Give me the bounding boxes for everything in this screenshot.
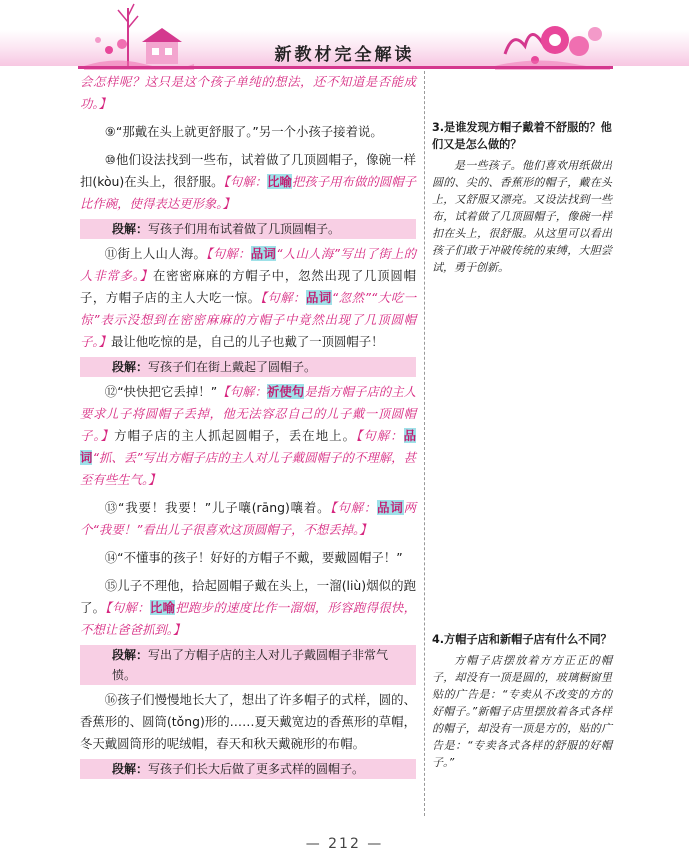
paragraph-10 <box>80 149 416 215</box>
header-rule <box>78 66 613 69</box>
summary-text: 写孩子们长大后做了更多式样的圆帽子。 <box>148 762 365 776</box>
paragraph-text: 方帽子店的主人抓起圆帽子，丢在地上。 <box>114 428 357 443</box>
annotation-text: 是指方帽子店的主人要求儿子将圆帽子丢掉，他无法容忍自己的儿子戴一顶圆帽子。】 <box>80 384 417 443</box>
summary-text: 写孩子们用布试着做了几顶圆帽子。 <box>148 222 341 236</box>
page-number: — 212 — <box>305 836 384 852</box>
annotation-text: 把跑步的速度比作一溜烟，形容跑得很快，不想让爸爸抓到。】 <box>80 600 417 637</box>
main-text-column <box>80 71 416 783</box>
summary-text: 写孩子们在街上戴起了圆帽子。 <box>148 360 317 374</box>
side-question-column <box>432 71 612 816</box>
annotation-keyword: 祈使句 <box>266 384 305 399</box>
column-divider <box>424 71 425 816</box>
annotation-keyword: 品词 <box>80 428 416 465</box>
annotation-text: 会怎样呢？这只是这个孩子单纯的想法，还不知道是否能成功。】 <box>80 74 416 111</box>
paragraph-13 <box>80 497 416 541</box>
question-4-block <box>432 631 612 771</box>
annotation-text: 两个“我要！”看出儿子很喜欢这顶圆帽子，不想丢掉。】 <box>80 500 416 537</box>
paragraph-text: 在密密麻麻的方帽子中，忽然出现了几顶圆帽子，方帽子店的主人大吃一惊。 <box>80 268 416 305</box>
annotation-text: “抓、丢”写出方帽子店的主人对儿子戴圆帽子的不理解，甚至有些生气。】 <box>80 450 417 487</box>
annotation-keyword: 品词 <box>250 246 277 261</box>
annotation-text: “人山人海”写出了街上的人非常多。】 <box>80 246 416 283</box>
paragraph-text: ⑫“快快把它丢掉！” <box>104 384 218 399</box>
paragraph-14: ⑭“不懂事的孩子！好好的方帽子不戴，要戴圆帽子！” <box>104 550 403 565</box>
paragraph-text: 最让他吃惊的是，自己的儿子也戴了一顶圆帽子！ <box>110 334 384 349</box>
paragraph-text: ⑩他们设法找到一些布，试着做了几顶圆帽子，像碗一样扣(kòu)在头上，很舒服。 <box>80 152 416 189</box>
summary-label: 段解： <box>112 648 149 662</box>
paragraph-summary-1 <box>80 219 416 239</box>
summary-label: 段解： <box>112 762 149 776</box>
annotation-tag: 【句解： <box>206 246 251 261</box>
annotation-tag: 【句解： <box>217 384 267 399</box>
answer-3: 是一些孩子。他们喜欢用纸做出圆的、尖的、香蕉形的帽子，戴在头上，又舒服又漂亮。又设法找到一些布，试着做了几顶圆帽子，像碗一样扣在头上，很舒服。从这里可以看出孩子们敢于冲破传统的束缚，大胆尝试，勇于创新。 <box>432 159 612 274</box>
summary-text: 写出了方帽子店的主人对儿子戴圆帽子非常气愤。 <box>112 648 389 682</box>
annotation-tag: 【句解： <box>356 428 404 443</box>
annotation-text: “忽然”“大吃一惊”表示没想到在密密麻麻的方帽子中竟然出现了几顶圆帽子。】 <box>80 290 416 349</box>
paragraph-text: ⑪街上人山人海。 <box>104 246 207 261</box>
paragraph-8-annotation-tail <box>80 71 416 115</box>
page-title: 新教材完全解读 <box>274 45 415 65</box>
paragraph-16: ⑯孩子们慢慢地长大了，想出了许多帽子的式样，圆的、香蕉形的、圆筒(tǒng)形的……夏天戴宽边的香蕉形的草帽，冬天戴圆筒形的呢绒帽，春天和秋天戴碗形的布帽。 <box>80 692 416 751</box>
annotation-keyword: 品词 <box>305 290 332 305</box>
question-3: 3.是谁发现方帽子戴着不舒服的？他们又是怎么做的？ <box>432 121 612 151</box>
paragraph-text: ⑮儿子不理他，拾起圆帽子戴在头上，一溜(liù)烟似的跑了。 <box>80 578 416 615</box>
question-3-block <box>432 119 612 276</box>
summary-label: 段解： <box>112 222 149 236</box>
annotation-tag: 【句解： <box>223 174 268 189</box>
paragraph-summary-2 <box>80 357 416 377</box>
annotation-keyword: 品词 <box>377 500 404 515</box>
annotation-tag: 【句解： <box>330 500 378 515</box>
annotation-text: 把孩子用布做的圆帽子比作碗，使得表达更形象。】 <box>80 174 417 211</box>
paragraph-12 <box>80 381 416 491</box>
annotation-tag: 【句解： <box>260 290 306 305</box>
annotation-tag: 【句解： <box>105 600 150 615</box>
paragraph-9: ⑨“那戴在头上就更舒服了。”另一个小孩子接着说。 <box>104 124 383 139</box>
question-4: 4.方帽子店和新帽子店有什么不同？ <box>432 633 612 646</box>
paragraph-summary-4 <box>80 759 416 779</box>
paragraph-text: ⑬“我要！我要！”儿子嚷(rāng)嚷着。 <box>104 500 331 515</box>
paragraph-15 <box>80 575 416 641</box>
paragraph-11 <box>80 243 416 353</box>
paragraph-summary-3 <box>80 645 416 685</box>
summary-label: 段解： <box>112 360 149 374</box>
annotation-keyword: 比喻 <box>267 174 292 189</box>
annotation-keyword: 比喻 <box>149 600 176 615</box>
page-header <box>0 0 689 78</box>
answer-4: 方帽子店摆放着方方正正的帽子，却没有一顶是圆的，玻璃橱窗里贴的广告是：“专卖从不改变的方的好帽子。”新帽子店里摆放着各式各样的帽子，却没有一顶是方的，贴的广告是：“专卖各式各样的舒服的好帽子。” <box>432 654 612 769</box>
